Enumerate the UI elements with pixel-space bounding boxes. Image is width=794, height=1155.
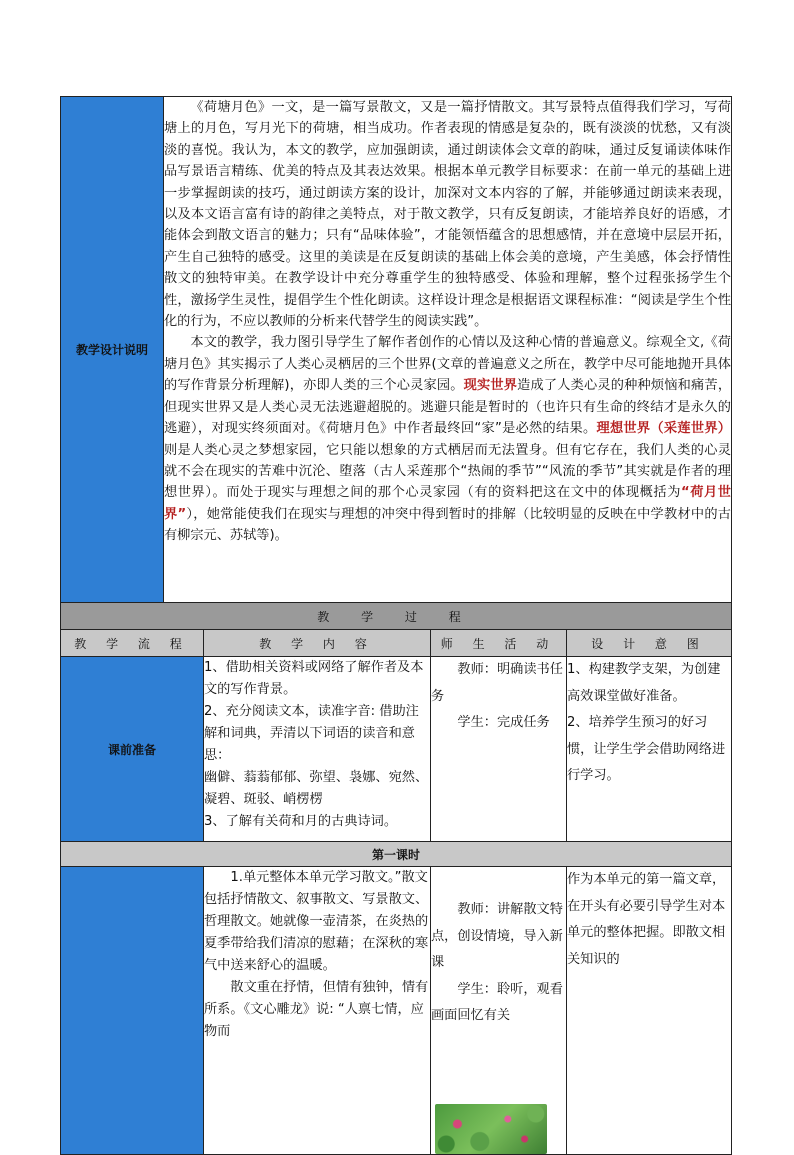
prep-content-item: 2、充分阅读文本，读准字音: 借助注解和词典，弄清以下词语的读音和意思： <box>204 704 419 763</box>
prep-activity <box>431 657 567 842</box>
column-header-content: 教 学 内 容 <box>204 630 431 657</box>
design-note-text <box>164 97 732 603</box>
prep-content-item: 3、了解有关荷和月的古典诗词。 <box>204 814 398 829</box>
column-header-row <box>61 630 732 657</box>
lesson1-activity-teacher: 教师：讲解散文特点，创设情境，导入新课 <box>431 902 563 970</box>
lesson1-activity <box>431 867 567 1155</box>
prep-content-item: 幽僻、蓊蓊郁郁、弥望、袅娜、宛然、凝碧、斑驳、峭楞楞 <box>204 770 429 807</box>
ideal-world-highlight: 理想世界（采莲世界） <box>596 421 731 437</box>
prep-activity-student: 学生：完成任务 <box>457 715 550 730</box>
prep-intent <box>567 657 732 842</box>
design-note-paragraph-2: 本文的教学，我力图引导学生了解作者创作的心情以及这种心情的普遍意义。综观全文,《荷塘月色》其实揭示了人类心灵栖居的三个世界(文章的普遍意义之所在，教学中尽可能地抛开具体的写作背景分析理解)，亦即人类的三个心灵家园。现实世界造成了人类心灵的种种烦恼和痛苦，但现实世界又是人类心灵无法逃避超脱的。逃避只能是暂时的（也许只有生命的终结才是永久的逃避），对现实终须面对。《荷塘月色》中作者最终回“家”是必然的结果。理想世界（采莲世界）则是人类心灵之梦想家园，它只能以想象的方式栖居而无法置身。但有它存在，我们人类的心灵就不会在现实的苦难中沉沦、堕落（古人采莲那个“热闹的季节”“风流的季节”其实就是作者的理想世界）。而处于现实与理想之间的那个心灵家园（有的资料把这在文中的体现概括为“荷月世界”），她常能使我们在现实与理想的冲突中得到暂时的排解（比较明显的反映在中学教材中的古有柳宗元、苏轼等)。 <box>164 335 732 544</box>
column-header-activity: 师 生 活 动 <box>431 630 567 657</box>
prep-activity-teacher: 教师：明确读书任务 <box>431 662 563 704</box>
lesson1-content-paragraph: 散文重在抒情，但情有独钟，情有所系。《文心雕龙》说: “人禀七情，应物而 <box>204 980 429 1039</box>
column-header-flow: 教 学 流 程 <box>61 630 204 657</box>
lesson1-title-row <box>61 842 732 867</box>
lesson1-row <box>61 867 732 1155</box>
process-title-row <box>61 603 732 630</box>
lotus-pond-image <box>435 1104 547 1154</box>
prep-label: 课前准备 <box>61 657 204 842</box>
design-note-label: 教学设计说明 <box>61 97 164 603</box>
lesson1-content <box>204 867 431 1155</box>
lesson1-activity-student: 学生：聆听，观看画面回忆有关 <box>431 981 563 1023</box>
prep-row <box>61 657 732 842</box>
lesson1-title: 第一课时 <box>61 842 732 867</box>
lesson1-intent <box>567 867 732 1155</box>
design-note-row <box>61 97 732 603</box>
column-header-intent: 设 计 意 图 <box>567 630 732 657</box>
design-note-paragraph-1: 《荷塘月色》一文，是一篇写景散文，又是一篇抒情散文。其写景特点值得我们学习，写荷塘上的月色，写月光下的荷塘，相当成功。作者表现的情感是复杂的，既有淡淡的忧愁，又有淡淡的喜悦。我认为，本文的教学，应加强朗读，通过朗读体会文章的韵味，通过反复诵读体味作品写景语言精练、优美的特点及其表达效果。根据本单元教学目标要求：在前一单元的基础上进一步掌握朗读的技巧，通过朗读方案的设计，加深对文本内容的了解，并能够通过朗读来表现，以及本文语言富有诗的韵律之美特点，对于散文教学，只有反复朗读，才能培养良好的语感，才能体会到散文语言的魅力；只有“品味体验”，才能领悟蕴含的思想感情，并在意境中层层开拓，产生自己独特的感受。这里的美读是在反复朗读的基础上体会美的意境，产生美感，体会抒情性散文的独特审美。在教学设计中充分尊重学生的独特感受、体验和理解，整个过程张扬学生个性，激扬学生灵性，提倡学生个性化朗读。这样设计理念是根据语文课程标准：“阅读是学生个性化的行为，不应以教师的分析来代替学生的阅读实践”。 <box>164 100 731 330</box>
lesson-plan-table <box>60 96 732 1155</box>
prep-content <box>204 657 431 842</box>
prep-content-item: 1、借助相关资料或网络了解作者及本文的写作背景。 <box>204 660 424 697</box>
lesson1-label <box>61 867 204 1155</box>
lotus-moon-world-highlight: “荷月世界” <box>164 485 731 522</box>
prep-intent-item: 2、培养学生预习的好习惯，让学生学会借助网络进行学习。 <box>567 715 726 783</box>
prep-intent-item: 1、构建教学支架，为创建高效课堂做好准备。 <box>567 662 721 704</box>
lesson1-content-paragraph: 1.单元整体本单元学习散文。”散文包括抒情散文、叙事散文、写景散文、哲理散文。她就像一壶清茶，在炎热的夏季带给我们清凉的慰藉；在深秋的寒气中送来舒心的温暖。 <box>204 870 429 973</box>
real-world-highlight: 现实世界 <box>463 378 518 394</box>
lesson1-intent-text: 作为本单元的第一篇文章，在开头有必要引导学生对本单元的整体把握。即散文相关知识的 <box>567 872 726 967</box>
process-title: 教 学 过 程 <box>61 603 732 630</box>
